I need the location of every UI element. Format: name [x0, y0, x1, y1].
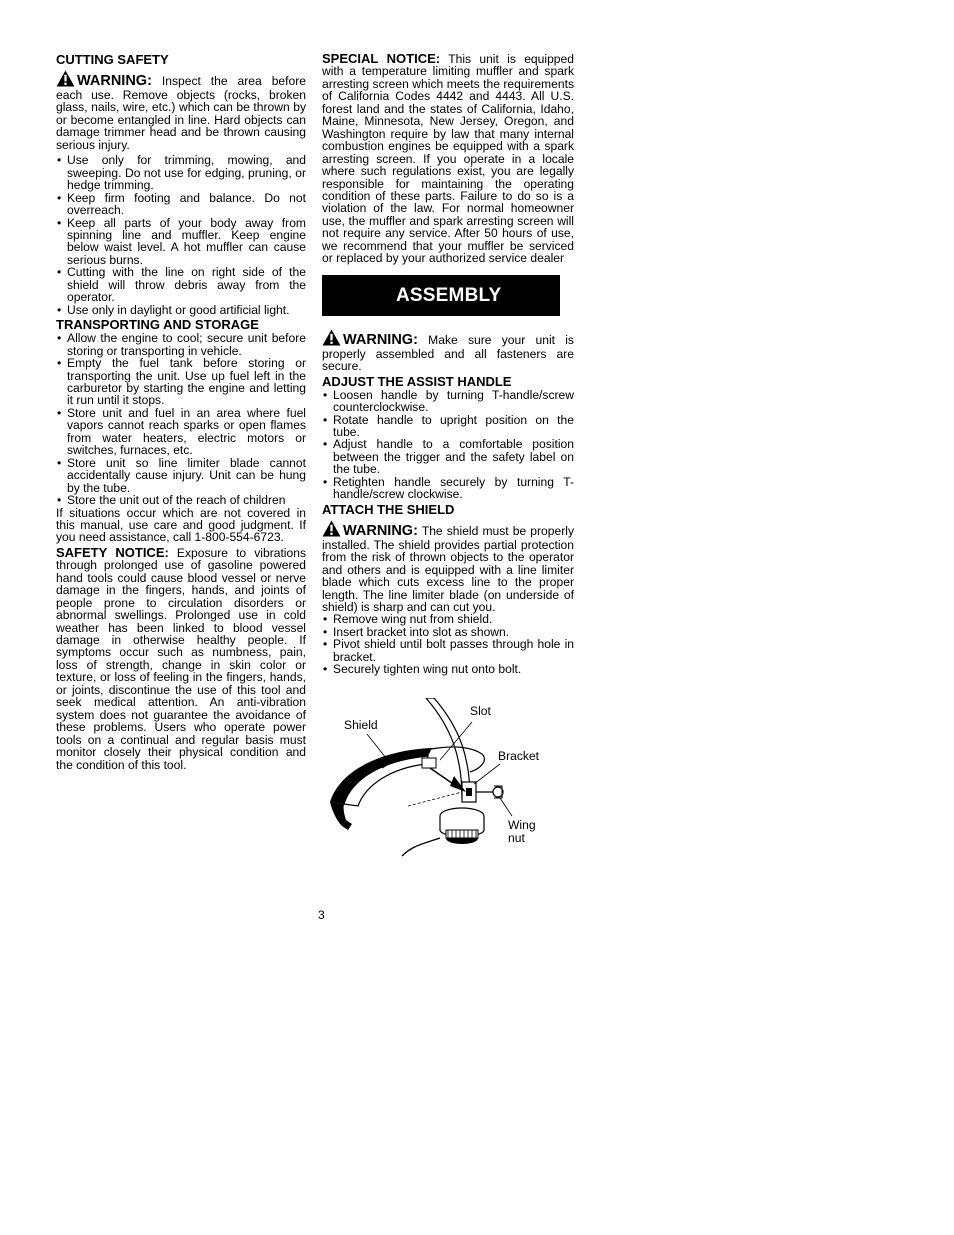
warning-label: WARNING: [322, 520, 418, 539]
attach-shield-warning [322, 520, 574, 614]
assist-handle-heading: ADJUST THE ASSIST HANDLE [322, 373, 512, 389]
warning-text: The shield must be properly installed. The shield provides partial protection from the risk of thrown objects to the operator and others and is equipped with a line limiter blade which cuts excess line to the proper length. The line limiter blade (on underside of shield) is sharp and can cut you. [322, 523, 574, 614]
warning-text: Make sure your unit is properly assembled and all fasteners are secure. [322, 332, 574, 374]
list-item: • Use only for trimming, mowing, and sweeping. Do not use for edging, pruning, or hedge trimming. [56, 154, 306, 191]
cutting-safety-heading: CUTTING SAFETY [56, 52, 169, 67]
list-item: • Use only in daylight or good artificial light. [56, 304, 306, 316]
warning-text: Inspect the area before each use. Remove objects (rocks, broken glass, nails, wire, etc.) which can be thrown by or become entangled in line. Hard objects can damage trimmer head and be thrown causing serious injury. [56, 74, 306, 152]
list-item: • Keep all parts of your body away from spinning line and muffler. Keep engine below waist level. A hot muffler can cause serious burns. [56, 217, 306, 267]
warning-triangle-icon [322, 520, 341, 537]
list-item: • Rotate handle to upright position on the tube. [322, 414, 574, 439]
wing-label: Wing [508, 818, 536, 832]
list-item: • Securely tighten wing nut onto bolt. [322, 663, 574, 675]
list-item: • Cutting with the line on right side of the shield will throw debris away from the operator. [56, 266, 306, 303]
shield-assembly-figure [322, 698, 572, 868]
list-item: • Remove wing nut from shield. [322, 613, 574, 625]
right-column [322, 53, 574, 676]
nut-label: nut [508, 831, 525, 845]
warning-label: WARNING: [56, 70, 152, 89]
list-item: • Loosen handle by turning T-handle/screw counterclockwise. [322, 389, 574, 414]
list-item: • Store unit and fuel in an area where fuel vapors cannot reach sparks or open flames from water heaters, electric motors or switches, furnaces, etc. [56, 407, 306, 457]
list-item: • Adjust handle to a comfortable position between the trigger and the safety label on the tube. [322, 438, 574, 475]
safety-notice [56, 544, 306, 772]
special-notice-text: This unit is equipped with a temperature limiting muffler and spark arresting screen which meets the requirements of California Codes 4442 and 4443. All U.S. forest land and the states of California, Idaho, Maine, Minnesota, New Jersey, Oregon, and Washington require by law that many internal combustion engines be equipped with a spark arresting screen. If you operate in a locale where such regulations exist, you are legally responsible for maintaining the operating condition of these parts. Failure to do so is a violation of the law. For normal homeowner use, the muffler and spark arresting screen will not require any service. After 50 hours of use, we recommend that your muffler be serviced or replaced by your authorized service dealer [322, 52, 574, 266]
special-notice [322, 53, 574, 265]
transporting-heading: TRANSPORTING AND STORAGE [56, 317, 259, 333]
assembly-banner: ASSEMBLY [322, 275, 560, 316]
warning-triangle-icon [56, 70, 75, 87]
list-item: • Retighten handle securely by turning T-handle/screw clockwise. [322, 476, 574, 501]
cutting-safety-warning [56, 70, 306, 151]
list-item: • Keep firm footing and balance. Do not overreach. [56, 192, 306, 217]
list-item: • Empty the fuel tank before storing or transporting the unit. Use up fuel left in the carburetor by starting the engine and letting it run until it stops. [56, 357, 306, 407]
safety-notice-label: SAFETY NOTICE: [56, 544, 169, 560]
list-item: • Insert bracket into slot as shown. [322, 626, 574, 638]
page-number: 3 [318, 908, 325, 922]
transporting-closing: If situations occur which are not covered in this manual, use care and good judgment. If you need assistance, call 1-800-554-6723. [56, 505, 306, 545]
slot-label: Slot [470, 704, 491, 718]
list-item: • Store unit so line limiter blade cannot accidentally cause injury. Unit can be hung by the tube. [56, 457, 306, 494]
list-item: • Store the unit out of the reach of children [56, 494, 306, 506]
special-notice-label: SPECIAL NOTICE: [322, 51, 441, 66]
list-item: • Allow the engine to cool; secure unit before storing or transporting in vehicle. [56, 332, 306, 357]
bracket-label: Bracket [498, 749, 539, 763]
left-column [56, 53, 306, 771]
assembly-warning [322, 329, 574, 373]
assist-handle-list [322, 389, 574, 501]
transporting-list [56, 332, 306, 506]
cutting-safety-list [56, 154, 306, 316]
warning-triangle-icon [322, 329, 341, 346]
safety-notice-text: Exposure to vibrations through prolonged use of gasoline powered hand tools could cause blood vessel or nerve damage in the fingers, hands, and joints of people prone to circulation disorders or abnormal swellings. Prolonged use in cold weather has been linked to blood vessel damage in otherwise healthy people. If symptoms occur such as numbness, pain, loss of strength, change in skin color or texture, or loss of feeling in the fingers, hands, or joints, discontinue the use of this tool and seek medical attention. An anti-vibration system does not guarantee the avoidance of these problems. Users who operate power tools on a continual and regular basis must monitor closely their physical condition and the condition of this tool. [56, 545, 306, 772]
warning-label: WARNING: [322, 329, 418, 348]
shield-label: Shield [344, 718, 378, 732]
list-item: • Pivot shield until bolt passes through hole in bracket. [322, 638, 574, 663]
attach-shield-list [322, 613, 574, 675]
attach-shield-heading: ATTACH THE SHIELD [322, 501, 455, 517]
